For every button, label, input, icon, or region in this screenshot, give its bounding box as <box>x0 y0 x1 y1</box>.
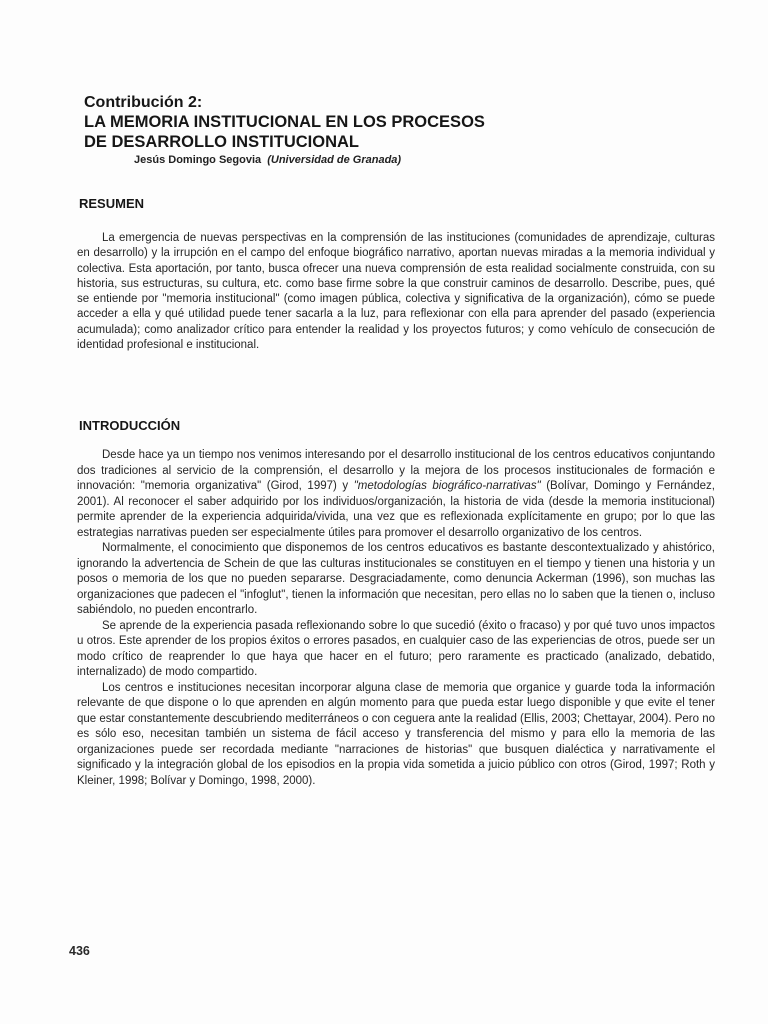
introduccion-paragraph-1 <box>77 448 715 541</box>
byline <box>134 153 704 168</box>
introduccion-paragraph-2: Normalmente, el conocimiento que disponemos de los centros educativos es bastante descontextualizado y ahistórico, ignorando la advertencia de Schein de que las culturas institucionales se constituyen en el tiempo y tienen una historia y un posos o memoria de los que no pueden separarse. Desgraciadamente, como denuncia Ackerman (1996), son muchas las organizaciones que padecen el "infoglut", tienen la información que necesitan, pero ellas no lo saben que la tienen o, incluso sabiéndolo, no pueden encontrarlo. <box>77 542 715 616</box>
resumen-paragraph: La emergencia de nuevas perspectivas en la comprensión de las instituciones (comunidades de aprendizaje, culturas en desarrollo) y la irrupción en el campo del enfoque biográfico narrativo, aportan nuevas miradas a la memoria individual y colectiva. Esta aportación, por tanto, busca ofrecer una nueva comprensión de esta realidad socialmente construida, con su historia, sus estructuras, su cultura, etc. como base firme sobre la que construir caminos de desarrollo. Describe, pues, qué se entiende por "memoria institucional" (como imagen pública, colectiva y significativa de la organización), cómo se puede acceder a ella y qué utilidad puede tener sacarla a la luz, para reflexionar con ella para aprender del pasado (experiencia acumulada); como analizador crítico para entender la realidad y los proyectos futuros; y como vehículo de consecución de identidad profesional e institucional. <box>77 232 715 352</box>
italic-term: "metodologías biográfico-narrativas" <box>353 480 541 492</box>
contribution-label: Contribución 2: <box>84 94 203 111</box>
introduccion-paragraph-3: Se aprende de la experiencia pasada reflexionando sobre lo que sucedió (éxito o fracaso) y por qué tuvo unos impactos u otros. Este aprender de los propios éxitos o errores pasados, en cualquier caso de las experiencias de otros, puede ser un modo crítico de reaprender lo que haya que hacer en el futuro; pero raramente es practicado (analizado, debatido, internalizado) de modo compartido. <box>77 619 715 678</box>
introduccion-paragraph-4: Los centros e instituciones necesitan incorporar alguna clase de memoria que organice y guarde toda la información relevante de que dispone o lo que aprenden en algún momento para que pueda estar luego disponible y que evite el tener que estar constantemente descubriendo mediterráneos o con ceguera ante la realidad (Ellis, 2003; Chettayar, 2004). Pero no es sólo eso, necesitan también un sistema de fácil acceso y transferencia del mismo y para ello la memoria de las organizaciones puede ser recordada mediante "narraciones de historias" que busquen dialéctica y narrativamente el significado y la integración global de los episodios en la propia vida sometida a juicio público con otros (Girod, 1997; Roth y Kleiner, 1998; Bolívar y Domingo, 1998, 2000). <box>77 681 716 787</box>
article-header <box>84 93 704 168</box>
resumen-section <box>77 196 715 353</box>
article-title-line-2: DE DESARROLLO INSTITUCIONAL <box>84 133 359 151</box>
author-name: Jesús Domingo Segovia <box>134 154 262 166</box>
paragraph-text: (Bolívar, Domingo y Fernández, 2001). Al reconocer el saber adquirido por los individuos/organización, la historia de vida (desde la memoria institucional) permite aprender de la experiencia adquirida/vivida, una vez que es reflexionada explícitamente en grupo; por lo que las estrategias narrativas pueden ser especialmente útiles para promover el desarrollo organizativo de los centros. <box>77 480 715 539</box>
resumen-heading: RESUMEN <box>79 196 145 211</box>
author-affiliation: (Universidad de Granada) <box>267 154 402 166</box>
article-title-line-1: LA MEMORIA INSTITUCIONAL EN LOS PROCESOS <box>84 113 485 131</box>
page-number: 436 <box>69 944 90 958</box>
introduccion-heading: INTRODUCCIÓN <box>79 418 181 433</box>
paragraph-text: Desde hace ya un tiempo nos venimos interesando por el desarrollo institucional de los centros educativos conjuntando dos tradiciones al servicio de la comprensión, el desarrollo y la mejora de los procesos institucionales de formación e innovación: "memoria organizativa" (Girod, 1997) y <box>77 449 715 492</box>
introduccion-section <box>77 418 715 789</box>
